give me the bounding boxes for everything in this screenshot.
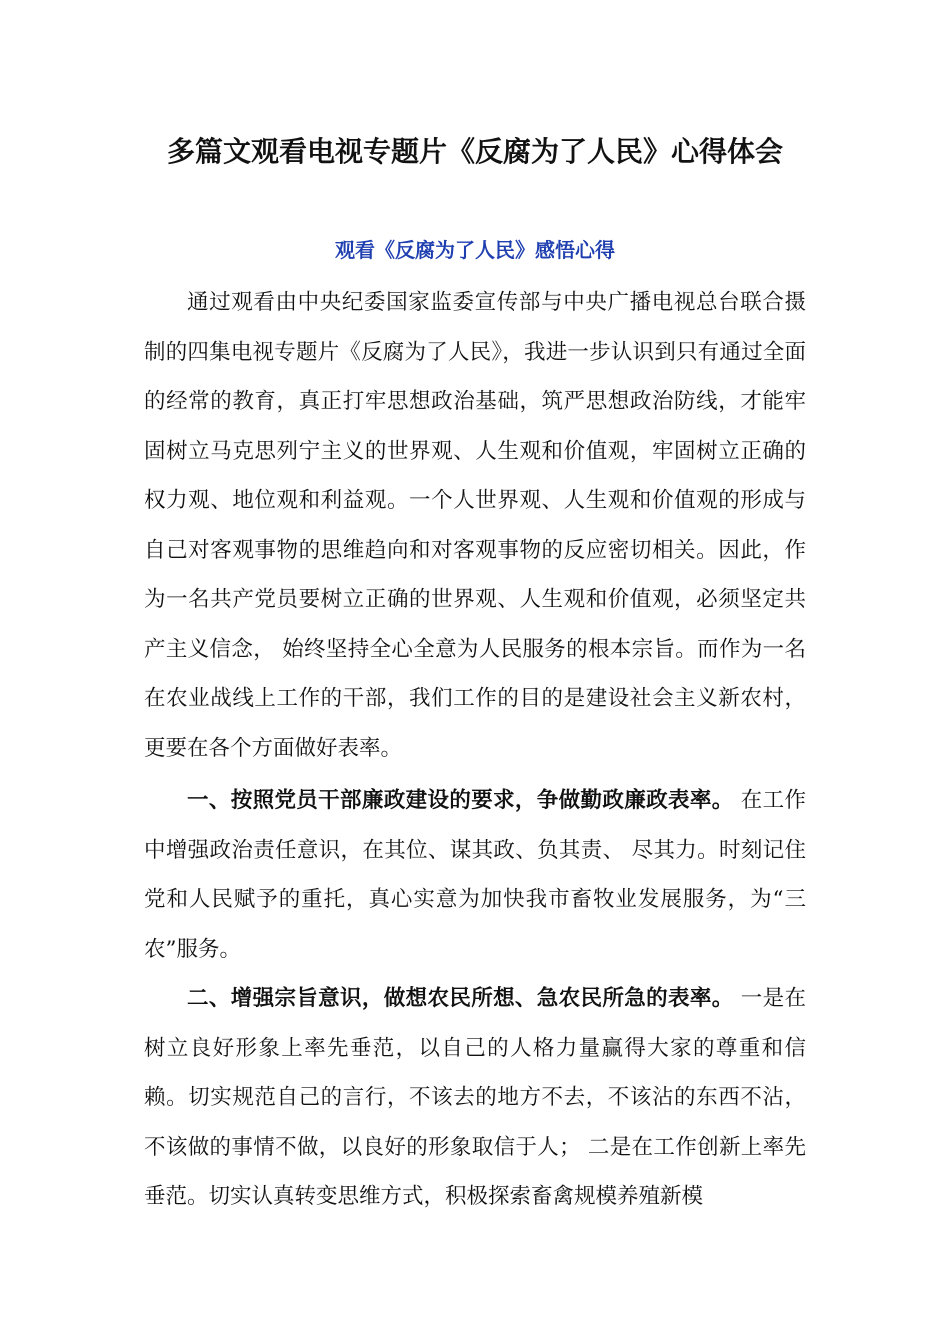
body-paragraph — [144, 776, 806, 974]
paragraph-text: 在工作中增强政治责任意识，在其位、谋其政、负其责、 尽其力。时刻记住党和人民赋予的重托，真心实意为加快我市畜牧业发展服务，为“三农”服务。 — [144, 788, 806, 962]
body-paragraph — [144, 974, 806, 1222]
paragraph-text: 通过观看由中央纪委国家监委宣传部与中央广播电视总台联合摄制的四集电视专题片《反腐为了人民》，我进一步认识到只有通过全面的经常的教育，真正打牢思想政治基础，筑严思想政治防线，才能牢固树立马克思列宁主义的世界观、人生观和价值观，牢固树立正确的权力观、地位观和利益观。一个人世界观、人生观和价值观的形成与自己对客观事物的思维趋向和对客观事物的反应密切相关。因此，作为一名共产党员要树立正确的世界观、人生观和价值观，必须坚定共产主义信念， 始终坚持全心全意为人民服务的根本宗旨。而作为一名在农业战线上工作的干部，我们工作的目的是建设社会主义新农村， 更要在各个方面做好表率。 — [144, 290, 806, 761]
paragraph-lead-heading: 二、增强宗旨意识，做想农民所想、急农民所急的表率。 — [187, 986, 734, 1011]
body-paragraph — [144, 278, 806, 773]
section-title: 观看《反腐为了人民》感悟心得 — [335, 238, 615, 262]
paragraph-text: 一是在树立良好形象上率先垂范，以自己的人格力量赢得大家的尊重和信赖。切实规范自己的言行，不该去的地方不去，不该沾的东西不沾，不该做的事情不做，以良好的形象取信于人； 二是在工作创新上率先垂范。切实认真转变思维方式，积极探索畜禽规模养殖新模 — [144, 986, 806, 1209]
document-title: 多篇文观看电视专题片《反腐为了人民》心得体会 — [166, 135, 783, 168]
paragraph-lead-heading: 一、按照党员干部廉政建设的要求，争做勤政廉政表率。 — [187, 788, 734, 813]
